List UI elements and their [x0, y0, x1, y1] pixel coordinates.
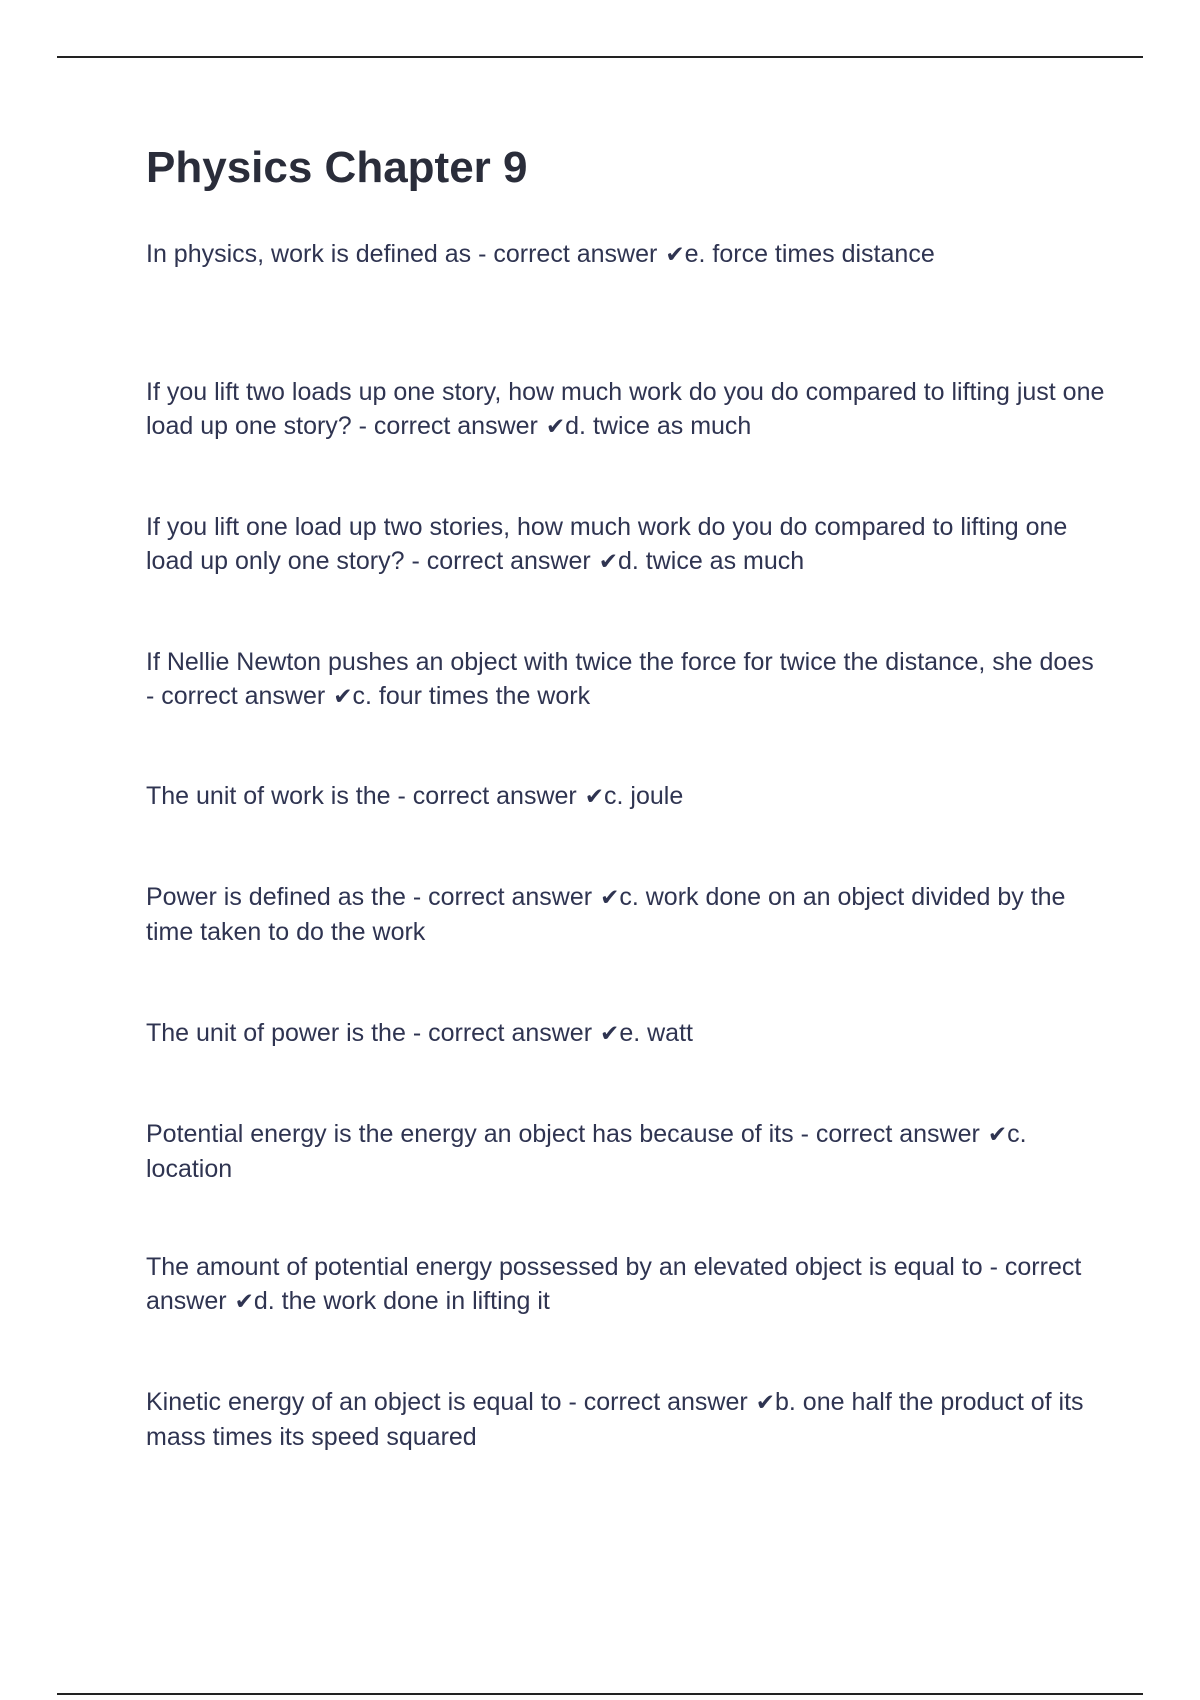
check-icon: ✔: [234, 1289, 254, 1315]
answer-text: c. four times the work: [352, 682, 591, 710]
page-title: Physics Chapter 9: [146, 143, 528, 192]
answer-text: c. work done on an object divided by the time taken to do the work: [146, 883, 1066, 946]
question-text: Kinetic energy of an object is equal to: [146, 1388, 562, 1416]
qa-item-8: [146, 1117, 1106, 1250]
answer-text: e. watt: [619, 1019, 693, 1047]
check-icon: ✔: [665, 242, 685, 268]
answer-marker: - correct answer: [800, 1120, 980, 1148]
question-text: Power is defined as the: [146, 883, 406, 911]
answer-text: d. twice as much: [565, 412, 752, 440]
check-icon: ✔: [987, 1122, 1008, 1148]
qa-item-4: [146, 645, 1106, 779]
qa-item-9: [146, 1250, 1106, 1385]
qa-item-5: [146, 779, 1106, 880]
check-icon: ✔: [584, 784, 605, 810]
qa-list: [146, 237, 1106, 1455]
answer-marker: - correct answer: [411, 547, 591, 575]
document-body: [146, 142, 1106, 1455]
qa-item-6: [146, 880, 1106, 1016]
answer-text: d. twice as much: [617, 547, 805, 575]
answer-text: c. joule: [604, 782, 684, 810]
qa-item-2: [146, 375, 1106, 510]
check-icon: ✔: [600, 885, 620, 911]
answer-text: b. one half the product of its mass times its speed squared: [146, 1388, 1084, 1451]
qa-item-10: [146, 1385, 1106, 1455]
question-text: The unit of power is the: [146, 1019, 406, 1047]
check-icon: ✔: [598, 549, 618, 575]
question-text: If you lift one load up two stories, how much work do you do compared to lifting one load up only one story?: [146, 513, 1068, 575]
question-text: If you lift two loads up one story, how much work do you do compared to lifting just one load up one story?: [146, 378, 1105, 440]
qa-item-7: [146, 1016, 1106, 1117]
qa-item-1: [146, 237, 1106, 375]
question-text: Potential energy is the energy an object has because of its: [146, 1120, 794, 1148]
answer-marker: - correct answer: [397, 782, 577, 810]
answer-text: e. force times distance: [684, 240, 935, 268]
check-icon: ✔: [333, 684, 353, 710]
answer-text: d. the work done in lifting it: [253, 1287, 550, 1315]
answer-marker: - correct answer: [412, 1019, 593, 1047]
question-text: The amount of potential energy possessed by an elevated object is equal to: [146, 1253, 983, 1281]
question-text: If Nellie Newton pushes an object with twice the force for twice the distance, she does: [146, 648, 1094, 676]
question-text: In physics, work is defined as: [146, 240, 472, 268]
bottom-divider: [57, 1693, 1143, 1695]
answer-marker: - correct answer: [478, 240, 658, 268]
answer-marker: - correct answer: [568, 1388, 748, 1416]
answer-marker: - correct answer: [146, 682, 326, 710]
check-icon: ✔: [545, 414, 566, 440]
qa-item-3: [146, 510, 1106, 645]
top-divider: [57, 56, 1143, 58]
answer-text: c. location: [146, 1120, 1027, 1183]
answer-marker: - correct answer: [358, 412, 538, 440]
question-text: The unit of work is the: [146, 782, 391, 810]
check-icon: ✔: [600, 1021, 620, 1047]
check-icon: ✔: [755, 1390, 775, 1416]
answer-marker: - correct answer: [146, 1253, 1082, 1315]
answer-marker: - correct answer: [412, 883, 593, 911]
